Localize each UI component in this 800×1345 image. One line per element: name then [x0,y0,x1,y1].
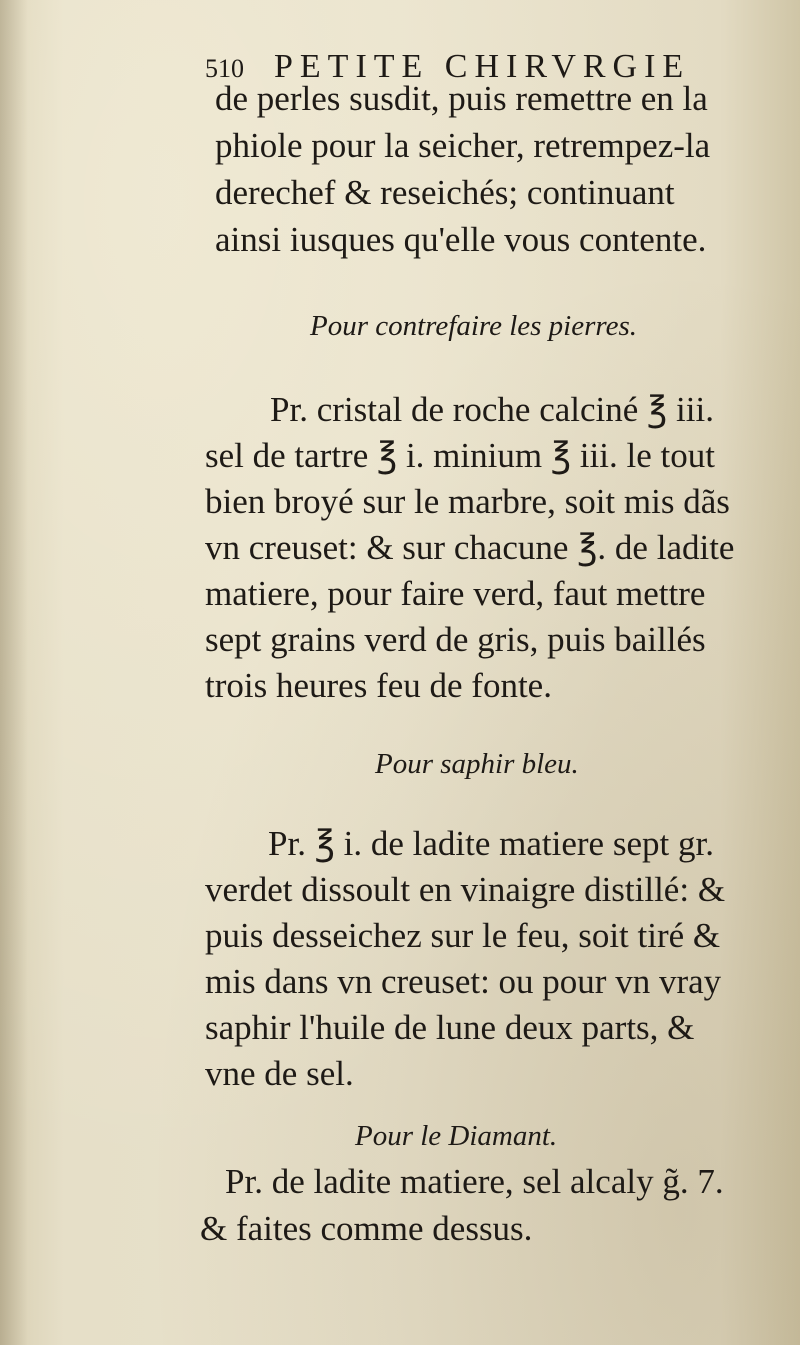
page-gutter-shadow [0,0,28,1345]
text-line: & faites comme dessus. [200,1209,533,1248]
text-line: matiere, pour faire verd, faut mettre [205,574,706,613]
text-line: de perles susdit, puis remettre en la [215,79,708,118]
section-heading: Pour saphir bleu. [375,748,579,780]
text-line: vne de sel. [205,1054,354,1093]
text-line: derechef & reseichés; continuant [215,173,675,212]
text-line: puis desseichez sur le feu, soit tiré & [205,916,721,955]
text-line: vn creuset: & sur chacune ℥. de ladite [205,528,735,567]
folio-number: 510 [205,54,244,83]
text-line: Pr. cristal de roche calciné ℥ iii. [270,390,714,429]
text-line: sept grains verd de gris, puis baillés [205,620,706,659]
text-line: bien broyé sur le marbre, soit mis dãs [205,482,730,521]
section-heading: Pour le Diamant. [355,1120,558,1152]
text-line: sel de tartre ℥ i. minium ℥ iii. le tout [205,436,715,475]
text-line: verdet dissoult en vinaigre distillé: & [205,870,726,909]
text-line: mis dans vn creuset: ou pour vn vray [205,962,722,1001]
text-line: trois heures feu de fonte. [205,666,552,705]
text-line: ainsi iusques qu'elle vous contente. [215,220,707,259]
section-heading: Pour contrefaire les pierres. [310,310,638,342]
text-line: Pr. de ladite matiere, sel alcaly g̃. 7. [225,1162,724,1201]
text-line: phiole pour la seicher, retrempez-la [215,126,711,165]
text-line: saphir l'huile de lune deux parts, & [205,1008,695,1047]
text-line: Pr. ℥ i. de ladite matiere sept gr. [268,824,714,863]
running-title: PETITE CHIRVRGIE [274,48,691,85]
